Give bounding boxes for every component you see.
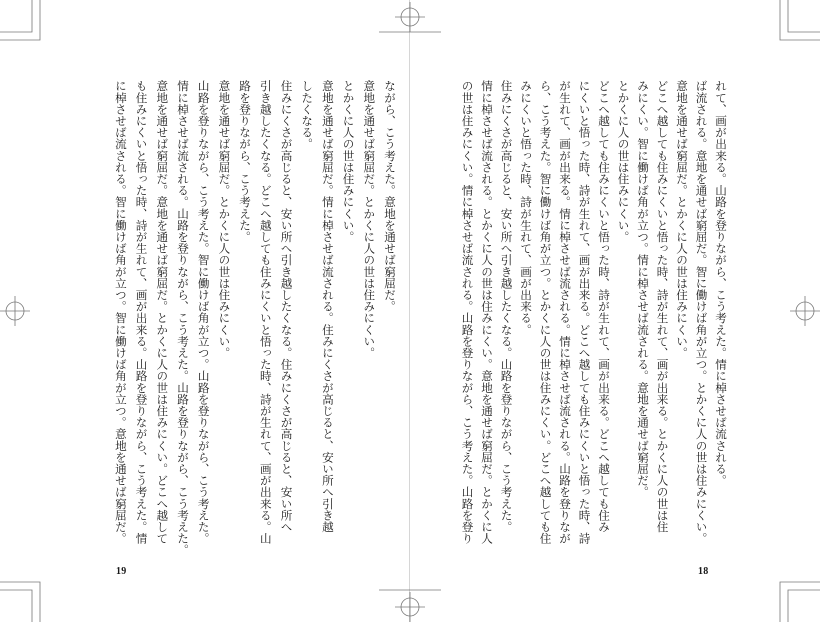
text-column: 情に棹させば流される。山路を登りながら、こう考えた。山路を登りながら、こう考えた。 xyxy=(176,80,190,556)
text-column: の世は住みにくい。情に棹させば流される。山路を登りながら、こう考えた。山路を登り xyxy=(460,80,475,544)
crop-mark-bottom-left xyxy=(0,562,60,622)
registration-mark-left xyxy=(0,296,30,326)
center-crop-mark-top xyxy=(379,0,441,40)
text-column: 意地を通せば窮屈だ。とかくに人の世は住みにくい。 xyxy=(362,80,377,359)
text-column: 山路を登りながら、こう考えた。智に働けば角が立つ。山路を登りながら、こう考えた。 xyxy=(196,80,211,544)
page-19 xyxy=(104,80,396,560)
registration-mark-right xyxy=(790,296,820,326)
text-column: にくいと悟った時、詩が生れて、画が出来る。どこへ越しても住みにくいと悟った時、詩 xyxy=(577,80,592,544)
text-column: みにくい。智に働けば角が立つ。情に棹させば流される。意地を通せば窮屈だ。 xyxy=(636,80,650,498)
text-column: 意地を通せば窮屈だ。意地を通せば窮屈だ。とかくに人の世は住みにくい。どこへ越して xyxy=(155,80,170,544)
text-column: ら、こう考えた。智に働けば角が立つ。とかくに人の世は住みにくい。どこへ越しても住 xyxy=(538,80,553,544)
page-number-left: 19 xyxy=(116,566,127,577)
crop-mark-bottom-right xyxy=(760,562,820,622)
text-column: 住みにくさが高じると、安い所へ引き越したくなる。住みにくさが高じると、安い所へ xyxy=(279,80,294,533)
text-column: したくなる。 xyxy=(300,80,315,150)
crop-mark-top-right xyxy=(760,0,820,60)
text-column: ながら、こう考えた。意地を通せば窮屈だ。 xyxy=(383,80,397,312)
text-column: とかくに人の世は住みにくい。 xyxy=(616,80,631,243)
page-number-right: 18 xyxy=(698,566,709,577)
text-column: 意地を通せば窮屈だ。とかくに人の世は住みにくい。 xyxy=(675,80,689,359)
text-column: 意地を通せば窮屈だ。情に棹させば流される。住みにくさが高じると、安い所へ引き越 xyxy=(320,80,335,533)
text-column: どこへ越しても住みにくいと悟った時、詩が生れて、画が出来る。とかくに人の世は住 xyxy=(655,80,670,533)
text-column: ば流される。意地を通せば窮屈だ。智に働けば角が立つ。とかくに人の世は住みにくい。 xyxy=(694,80,709,544)
text-column: 路を登りながら、こう考えた。 xyxy=(238,80,253,243)
text-column: どこへ越しても住みにくいと悟った時、詩が生れて、画が出来る。どこへ越しても住み xyxy=(597,80,611,533)
text-column: 住みにくさが高じると、安い所へ引き越したくなる。山路を登りながら、こう考えた。 xyxy=(499,80,514,533)
gutter-line xyxy=(409,0,410,622)
text-column: れて、画が出来る。山路を登りながら、こう考えた。情に棹させば流される。 xyxy=(714,80,728,486)
text-column: に棹させば流される。智に働けば角が立つ。智に働けば角が立つ。意地を通せば窮屈だ。 xyxy=(113,80,128,544)
text-column: 意地を通せば窮屈だ。とかくに人の世は住みにくい。 xyxy=(217,80,232,359)
page-18 xyxy=(452,80,727,560)
text-column: が生れて、画が出来る。情に棹させば流される。情に棹させば流される。山路を登りなが xyxy=(558,80,572,544)
text-column: も住みにくいと悟った時、詩が生れて、画が出来る。山路を登りながら、こう考えた。情 xyxy=(134,80,149,544)
text-column: とかくに人の世は住みにくい。 xyxy=(341,80,356,243)
text-column: 情に棹させば流される。とかくに人の世は住みにくい。意地を通せば窮屈だ。とかくに人 xyxy=(480,80,494,544)
text-column: みにくいと悟った時、詩が生れて、画が出来る。 xyxy=(519,80,533,336)
crop-mark-top-left xyxy=(0,0,60,60)
center-crop-mark-bottom xyxy=(379,582,441,622)
text-column: 引き越したくなる。どこへ越しても住みにくいと悟った時、詩が生れて、画が出来る。山 xyxy=(258,80,273,544)
